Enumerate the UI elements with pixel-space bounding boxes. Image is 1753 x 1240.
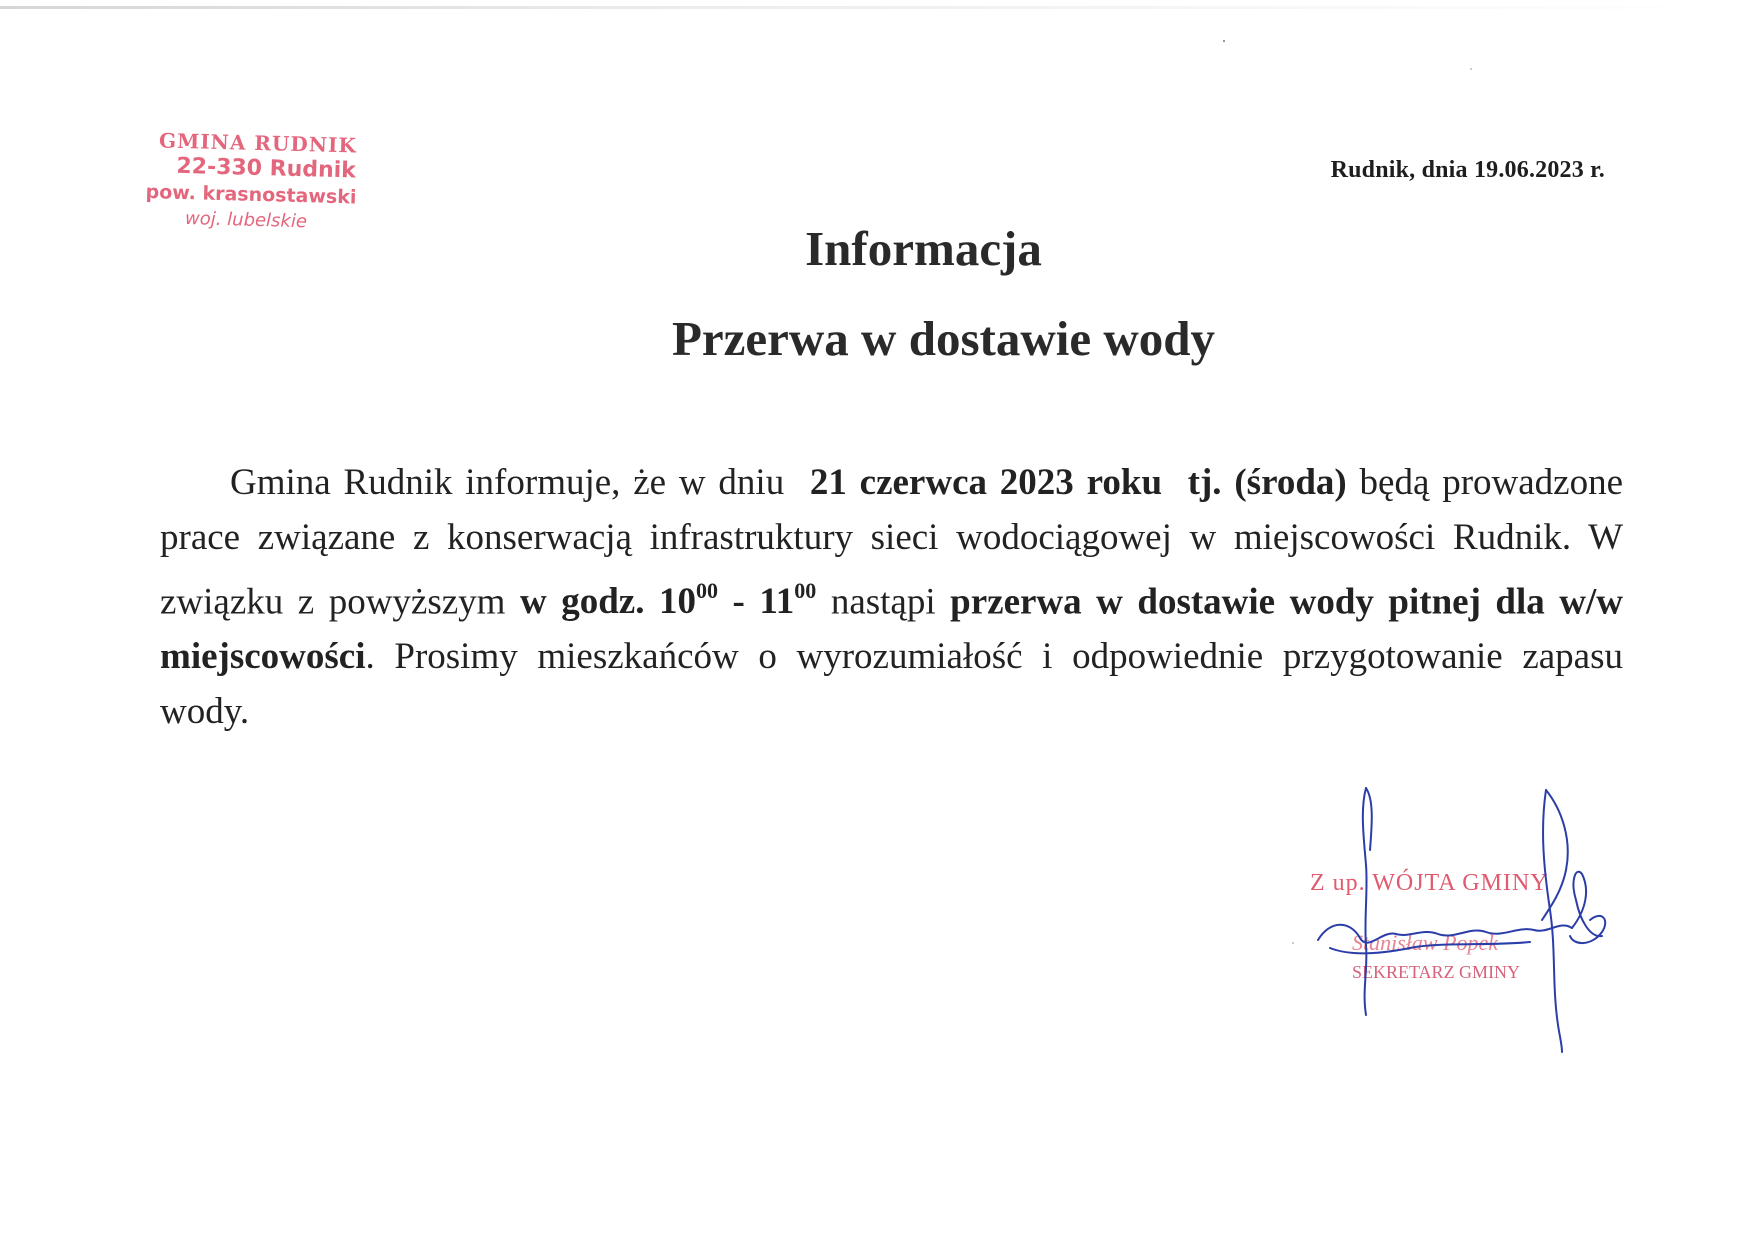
scan-speck — [1223, 40, 1225, 42]
body-time-from: w godz. $10^{00}$ — [519, 578, 718, 623]
document-date: Rudnik, dnia 19.06.2023 r. — [1330, 157, 1605, 183]
document-subtitle: Przerwa w dostawie wody — [672, 311, 1215, 366]
scan-edge — [0, 6, 1753, 9]
body-text: będą prowadzone prace związane z konserwacją infrastruktury sieci wodociągowej w miejscowości Rudnik. W związku z powyższym — [160, 462, 1624, 623]
signature-stamp-authority: Z up. WÓJTA GMINY — [1310, 870, 1549, 896]
document-title: Informacja — [805, 221, 1042, 276]
body-text: Gmina Rudnik informuje, że w dniu — [230, 462, 785, 503]
signature-stamp-name: Stanisław Popek — [1352, 930, 1499, 955]
announcement-body — [160, 455, 1623, 739]
body-text: nastąpi — [830, 581, 936, 623]
body-weekday: tj. (środa) — [1187, 462, 1347, 503]
stamp-line-county: pow. krasnostawski — [145, 181, 357, 209]
signature-stamp-title: SEKRETARZ GMINY — [1352, 962, 1521, 982]
signature-block — [1290, 770, 1630, 1070]
handwritten-signature-icon — [1290, 770, 1630, 1070]
body-time-to: - $11^{00}$ — [732, 578, 817, 623]
stamp-line-postcode: 22-330 Rudnik — [176, 153, 357, 184]
scan-speck — [1470, 68, 1472, 70]
body-text: . Prosimy mieszkańców o wyrozumiałość i odpowiednie przygotowanie zapasu wody. — [160, 636, 1623, 733]
stamp-line-voivodeship: woj. lubelskie — [184, 208, 308, 233]
stamp-line-name: GMINA RUDNIK — [158, 128, 358, 158]
body-date: 21 czerwca 2023 roku — [809, 462, 1163, 503]
body-highlight: przerwa w dostawie wody pitnej dla w/w miejscowości — [160, 581, 1624, 678]
